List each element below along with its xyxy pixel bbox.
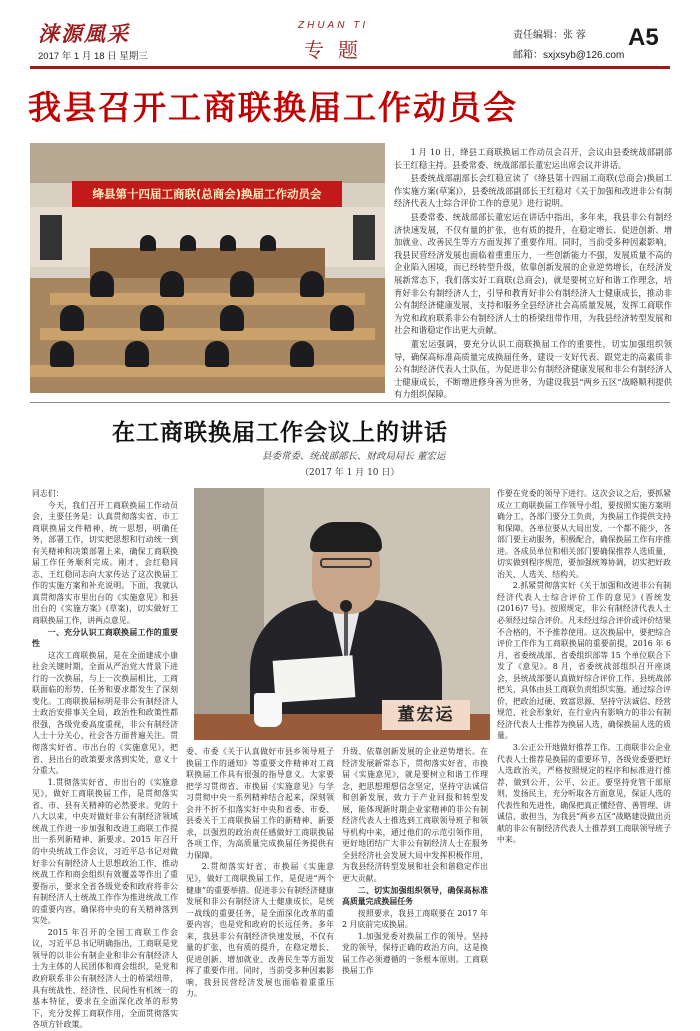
- column-paragraph: 3.公正公开地做好推荐工作。工商联非公企业代表人士推荐是换届的重要环节，各级党委要把好人选政治关，严格按照规定的程序和标准进行推荐，做到公开、公平、公正。要坚持党管干部原则，发扬民主，充分听取各方面意见，保证人选的代表性和先进性，确保把真正懂经营、善管理、讲诚信、敢担当，为我县“两乡五区”战略建设做出贡献的非公有制经济代表人士推荐到工商联领导班子中来。: [497, 743, 671, 845]
- report-paragraph: 县委常委、统战部部长董宏运在讲话中指出，多年来，我县非公有制经济快速发展，不仅有量的扩张，也有质的提升，在稳定增长、促进创新、增加就业、改善民生等方方面发挥了重要作用。同时，当前受多种因素影响，我县民营经济发展也面临着重重压力，一些创新能力不强，发展质量不高的企业陷入困境，而已经转型升级，依靠创新发展的企业逆势增长，在经济发展新常态下，我们落实好工商联(总商会)，就是要树立好和谐工作理念，培育好非公有制经济人士，引导和教育好非公有制经济人士健康成长，推动非公有制经济健康发展，支持和服务全县经济社会高质量发展，发挥工商联作为党和政府联系非公有制经济人士的桥梁纽带作用，为我县经济转型发展和社会和谐稳定作出更大贡献。: [394, 211, 672, 336]
- attendee: [60, 305, 84, 331]
- meeting-banner: 绛县第十四届工商联(总商会)换届工作动员会: [72, 181, 342, 207]
- speech-column-1: [32, 488, 178, 1030]
- column-subheading: 二、切实加强组织领导，确保高标准高质量完成换届任务: [342, 885, 488, 907]
- section-english: ZHUAN TI: [298, 20, 369, 31]
- attendee: [205, 341, 229, 367]
- photo-ceiling: [30, 143, 385, 183]
- attendee: [140, 305, 164, 331]
- speech-column-4: [497, 488, 671, 976]
- column-paragraph: 2.抓紧贯彻落实好《关于加强和改进非公有制经济代表人士综合评价工作的意见》(晋统发 (2016)7 号)。按照规定，非公有制经济代表人士必须经过综合评价。凡未经过综合评价或评价结果不合格的，不予推荐使用。这次换届中，要把综合评价工作作为工商联换届的重要前提，2016 年 6 月，省委统战部、省委组织部等 15 个单位联合下发了《意见》。8 月，省委统战部组织召开座谈会，县统战部要认真做好综合评价工作。县统战部把关，具体由县工商联负责组织实施。通过综合评价，把政治过硬、致富思源、坚持守法诚信、经营规范、社会形象好，在行业内有影响力的非公有制经济代表人士推荐为换届人选，确保换届人选的质量。: [497, 581, 671, 741]
- column-paragraph: 这次工商联换届，是在全面建成小康社会关键时期，全面从严治党大背景下进行的一次换届，与上一次换届相比，工商联面临的形势、任务和要求都发生了深刻变化。工商联换届标明是非公有制经济人士政治安排事关全局，政治性和政策性都很强，各级党委高度重视，非公有制经济人士十分关心，社会各方面普遍关注。贯彻落实好省、市出台的《实施意见》，把省、县出台的政策要求落到实处，意义十分重大。: [32, 650, 178, 776]
- editor-credit: 责任编辑：张 蓉: [513, 30, 586, 41]
- attendee: [300, 271, 324, 297]
- main-headline: 我县召开工商联换届工作动员会: [28, 88, 518, 127]
- column-paragraph: 升级、依靠创新发展的企业逆势增长。在经济发展新常态下，贯彻落实好省、市换届《实施意见》，就是要树立和谐工作理念，把思想理想信念坚定，坚持守法诚信和创新发展，致力于产业回报和转型发展，能体现新时期企业家精神的非公有制经济代表人士推选到工商联领导班子和领导机构中来，通过他们的示范引领作用，更好地团结广大非公有制经济人士在服务全县经济社会发展大局中发挥积极作用，为我县经济转型发展和社会和谐稳定作出更大贡献。: [342, 747, 488, 884]
- speech-date: （2017 年 1 月 10 日）: [300, 468, 400, 478]
- column-paragraph: 作要在党委的领导下进行。这次会议之后，要抓紧成立工商联换届工作领导小组，要按照实施方案明确分工，各部门要分工负责，为换届工作提供支持和保障。各单位要从大局出发，一个都不能少，各部门要主动服务，积极配合，确保换届工作有序推进。各成员单位和相关部门要确保推荐人选质量，切实做到程序规范，要加强统筹协调，切实把好政治关、人选关、结构关。: [497, 489, 671, 579]
- attendee: [180, 235, 196, 251]
- editor-email: 邮箱：sxjxsyb@126.com: [513, 50, 625, 61]
- attendee: [290, 341, 314, 367]
- header-rule: [30, 66, 670, 69]
- masthead-date: 2017 年 1 月 18 日 星期三: [38, 51, 148, 62]
- speaker-hair: [310, 522, 382, 552]
- column-subheading: 一、充分认识工商联换届工作的重要性: [32, 627, 178, 649]
- attendee: [160, 271, 184, 297]
- column-paragraph: 按照要求，我县工商联要在 2017 年 2 月底前完成换届。: [342, 908, 488, 930]
- column-paragraph: 2015 年召开的全国工商联工作会议，习近平总书记明确指出，工商联是党领导的以非公有制企业和非公有制经济人士为主体的人民团体和商会组织，是党和政府联系非公有制经济人士的桥梁纽带，具有统战性、经济性、民间性有机统一的基本特征，要求在全面深化改革的形势下，充分发挥工商联作用，全面贯彻落实各项方针政策。: [32, 927, 178, 1030]
- speech-column-2: [186, 746, 334, 999]
- speech-byline: 县委常委、统战部部长、财政局局长 董宏运: [262, 451, 446, 462]
- column-paragraph: 委、市委《关于认真做好市县乡领导班子换届工作的通知》等重要文件精神对工商联换届工作具有很强的指导意义。大家要把学习贯彻省、市换届《实施意见》与学习贯彻中央一系列精神结合起来，深刻领会并不折不扣落实好中央和省委、市委、县委关于工商联换届工作的新精神、新要求，以强烈的政治责任感做好工商联换届各项工作，为高质量完成换届任务提供有力保障。: [186, 747, 334, 860]
- meeting-report: [394, 146, 672, 402]
- loudspeaker-right: [353, 215, 375, 260]
- loudspeaker-left: [40, 215, 62, 260]
- section-divider: [30, 402, 670, 403]
- speaker-photo: [194, 488, 490, 740]
- report-paragraph: 董宏运强调，要充分认识工商联换届工作的重要性，切实加强组织领导，确保高标准高质量完成换届任务，建设一支好代表、跟党走的高素质非公有制经济代表人士队伍，为促进非公有制经济健康发展和非公有制经济人士健康成长，不断增进修身善为世务，为建设我县“两乡五区”战略顺利提供有力组织保障。: [394, 338, 672, 400]
- microphone-icon: [340, 600, 352, 612]
- attendee: [140, 235, 156, 251]
- attendee: [50, 341, 74, 367]
- attendee: [220, 235, 236, 251]
- report-paragraph: 1 月 10 日，绛县工商联换届工作动员会召开，会议由县委统战部副部长王红稳主持。县委常委、统战部部长董宏运出席会议并讲话。: [394, 147, 672, 170]
- attendee: [125, 341, 149, 367]
- page-header: [0, 0, 700, 70]
- column-paragraph: 2.贯彻落实好省、市换届《实施意见》，做好工商联换届工作，是促进“两个健康”的重要举措。促进非公有制经济健康发展和非公有制经济人士健康成长，是统一战线的重要任务，是全面深化改革的重要内容，也是党和政府的长远任务。多年来，我县非公有制经济快速发展，不仅有量的扩张，也有质的提升，在稳定增长、促进创新、增加就业、改善民生等方面发挥了重要作用。同时，当前受多种因素影响，我县民营经济发展也面临着重重压力。: [186, 862, 334, 999]
- desk-row: [40, 328, 375, 340]
- attendee: [220, 305, 244, 331]
- attendee: [260, 235, 276, 251]
- masthead-title: 涞源風采: [38, 21, 130, 46]
- column-paragraph: 今天，我们召开工商联换届工作动员会，主要任务是：认真贯彻落实省、市工商联换届文件精神，统一思想，明确任务，部署工作，切实把思想和行动统一到有关精神和决策部署上来，确保工商联换届工作任务顺利完成。刚才，会红稳同志、王红稳同志向大家传达了这次换届工作的实施方案和补充说明。下面，我就认真贯彻落实市里出台的《实施意见》和县出台的《实施方案》(草案)，切实做好工商联换届工作，讲两点意见。: [32, 500, 178, 626]
- speech-paper: [273, 655, 356, 702]
- report-paragraph: 县委统战部副部长会红稳宣读了《绛县第十四届工商联(总商会)换届工作实施方案(草案)》，县委统战部副部长王红稳对《关于加强和改进非公有制经济代表人士综合评价工作的意见》进行说明。: [394, 173, 672, 209]
- tea-cup-icon: [254, 693, 282, 727]
- column-paragraph: 1.贯彻落实好省、市出台的《实施意见》，做好工商联换届工作，是贯彻落实省、市、县有关精神的必然要求。党的十八大以来，中央对做好非公有制经济领域统战工作进一步加强和改进工商联工作提出一系列新精神、新要求。2015 年召开的中央统战工作会议，习近平总书记对做好非公有制经济人士思想政治工作、推动统战工作和商会组织有效覆盖等作出了重要指示，要求全省各级党委和政府将非公有制经济人士统战工作作为推进统战工作的重要内容，确保将中央的有关精神落到实处。: [32, 777, 178, 926]
- meeting-photo: [30, 143, 385, 393]
- speech-headline: 在工商联换届工作会议上的讲话: [112, 420, 448, 446]
- attendee: [330, 305, 354, 331]
- attendee: [230, 271, 254, 297]
- speech-column-3: [342, 746, 488, 976]
- attendee: [90, 271, 114, 297]
- column-paragraph: 同志们：: [32, 489, 64, 498]
- speaker-glasses: [320, 558, 372, 568]
- speaker-nameplate: 董宏运: [382, 700, 470, 730]
- rostrum-table: [90, 248, 325, 278]
- column-paragraph: 1.加强党委对换届工作的领导。坚持党的领导，保持正确的政治方向，这是换届工作必须遵循的一条根本原则。工商联换届工作: [342, 931, 488, 976]
- section-title: 专题: [304, 38, 372, 62]
- page-number: A5: [628, 24, 659, 51]
